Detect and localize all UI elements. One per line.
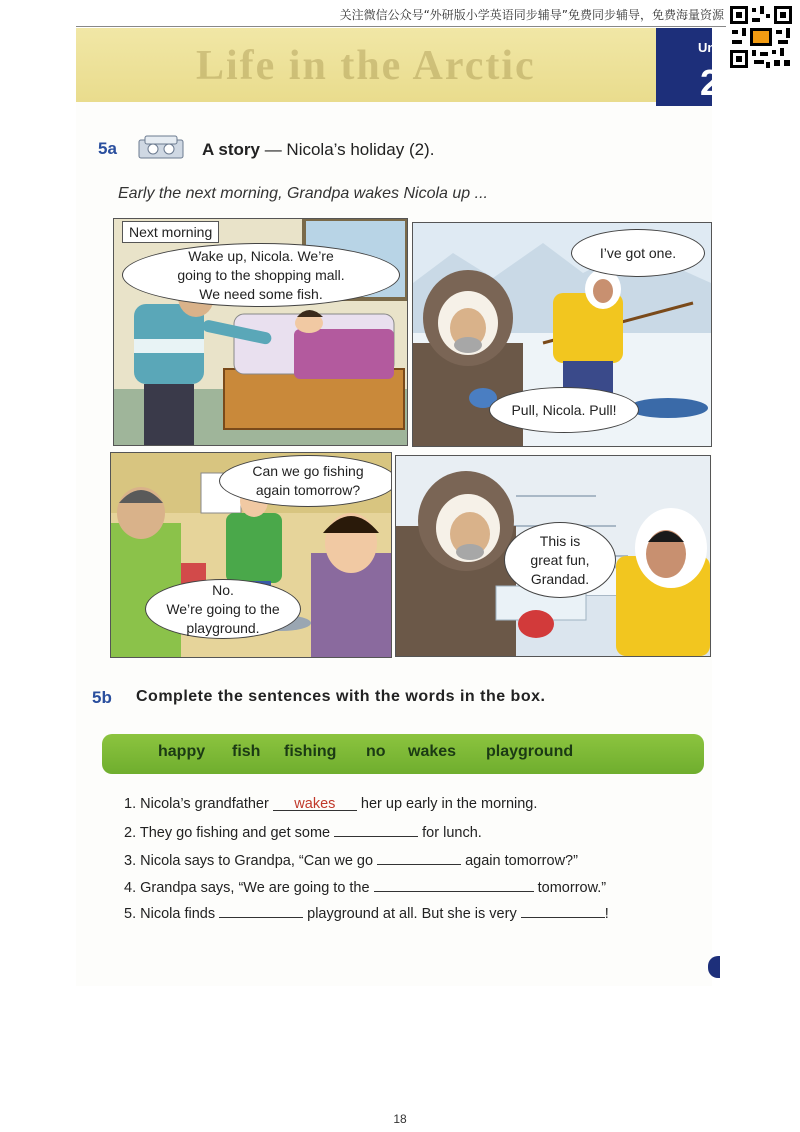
sentence-4 <box>124 877 606 896</box>
bubble-line: Wake up, Nicola. We’re <box>188 247 334 264</box>
answer-blank[interactable] <box>521 903 605 918</box>
word-box-word: fish <box>232 743 261 760</box>
panel-4-speech-bubble <box>504 522 616 598</box>
sentence-text: 1. Nicola’s grandfather <box>124 796 269 812</box>
story-intro: Early the next morning, Grandpa wakes Nicola up ... <box>118 185 488 202</box>
answer-blank[interactable] <box>334 822 418 837</box>
word-box-word: happy <box>158 743 206 760</box>
comic-panel-3 <box>110 452 392 658</box>
comic-panel-2 <box>412 222 712 447</box>
bubble-line: Grandad. <box>530 570 590 587</box>
unit-label: Un <box>698 40 716 55</box>
sentence-text: 4. Grandpa says, “We are going to the <box>124 880 370 896</box>
panel-2-top-bubble: I’ve got one. <box>571 229 705 277</box>
qr-code-icon <box>728 4 794 70</box>
answer-blank[interactable] <box>377 850 461 865</box>
story-label: A story <box>202 140 260 159</box>
answer-blank[interactable] <box>374 877 534 892</box>
bubble-line: Can we go fishing <box>252 463 364 479</box>
sentence-text: 3. Nicola says to Grandpa, “Can we go <box>124 853 374 869</box>
header-divider <box>76 26 726 27</box>
word-box-word: no <box>366 743 386 760</box>
section-5b-number: 5b <box>92 688 112 707</box>
unit-number: 2 <box>700 62 721 103</box>
answer-blank[interactable]: wakes <box>273 796 357 811</box>
bubble-line: We need some fish. <box>199 285 323 302</box>
sentence-text: ! <box>604 906 609 922</box>
sentence-text: 2. They go fishing and get some <box>124 825 331 841</box>
answer-blank[interactable] <box>219 903 303 918</box>
banner-title: Life in the Arctic <box>196 43 536 89</box>
story-subtitle: — Nicola’s holiday (2). <box>264 140 435 159</box>
bubble-line: We’re going to the <box>166 600 280 617</box>
bubble-line: No. <box>212 581 234 598</box>
unit-tab <box>656 28 721 106</box>
bubble-line: This is <box>539 532 581 549</box>
panel-3-bottom-bubble <box>145 579 301 639</box>
top-notice: 关注微信公众号“外研版小学英语同步辅导”免费同步辅导，免费海量资源 <box>339 8 724 22</box>
sentence-5 <box>124 903 609 922</box>
section-5b-title: Complete the sentences with the words in the box. <box>136 688 546 705</box>
panel-2-bottom-bubble: Pull, Nicola. Pull! <box>489 387 639 433</box>
sentence-text: playground at all. But she is very <box>307 906 517 922</box>
sentence-text: 5. Nicola finds <box>124 906 216 922</box>
panel-3-top-bubble <box>219 455 392 507</box>
section-5a-title <box>202 140 434 160</box>
bubble-line: going to the shopping mall. <box>177 266 345 283</box>
sentence-text: for lunch. <box>422 825 482 841</box>
comic-panel-1 <box>113 218 408 446</box>
bubble-line: great fun, <box>530 551 590 568</box>
section-5a-number: 5a <box>98 139 117 158</box>
sentence-3 <box>124 850 578 869</box>
word-box-word: fishing <box>284 743 337 760</box>
audio-cd-icon <box>137 134 185 162</box>
panel-1-speech-bubble <box>122 243 400 307</box>
word-box-word: playground <box>486 743 574 760</box>
unit-banner <box>76 28 656 102</box>
page-number: 18 <box>393 1112 407 1126</box>
panel-1-caption: Next morning <box>122 221 219 243</box>
sentence-1 <box>124 796 537 812</box>
word-box-word: wakes <box>408 743 457 760</box>
sentence-text: again tomorrow?” <box>465 853 578 869</box>
sentence-text: her up early in the morning. <box>360 796 538 812</box>
page-edge-tab <box>708 956 720 978</box>
sentence-text: tomorrow.” <box>537 880 607 896</box>
comic-panel-4 <box>395 455 711 657</box>
bubble-line: again tomorrow? <box>255 482 361 498</box>
sentence-2 <box>124 822 482 841</box>
bubble-line: playground. <box>186 619 260 636</box>
